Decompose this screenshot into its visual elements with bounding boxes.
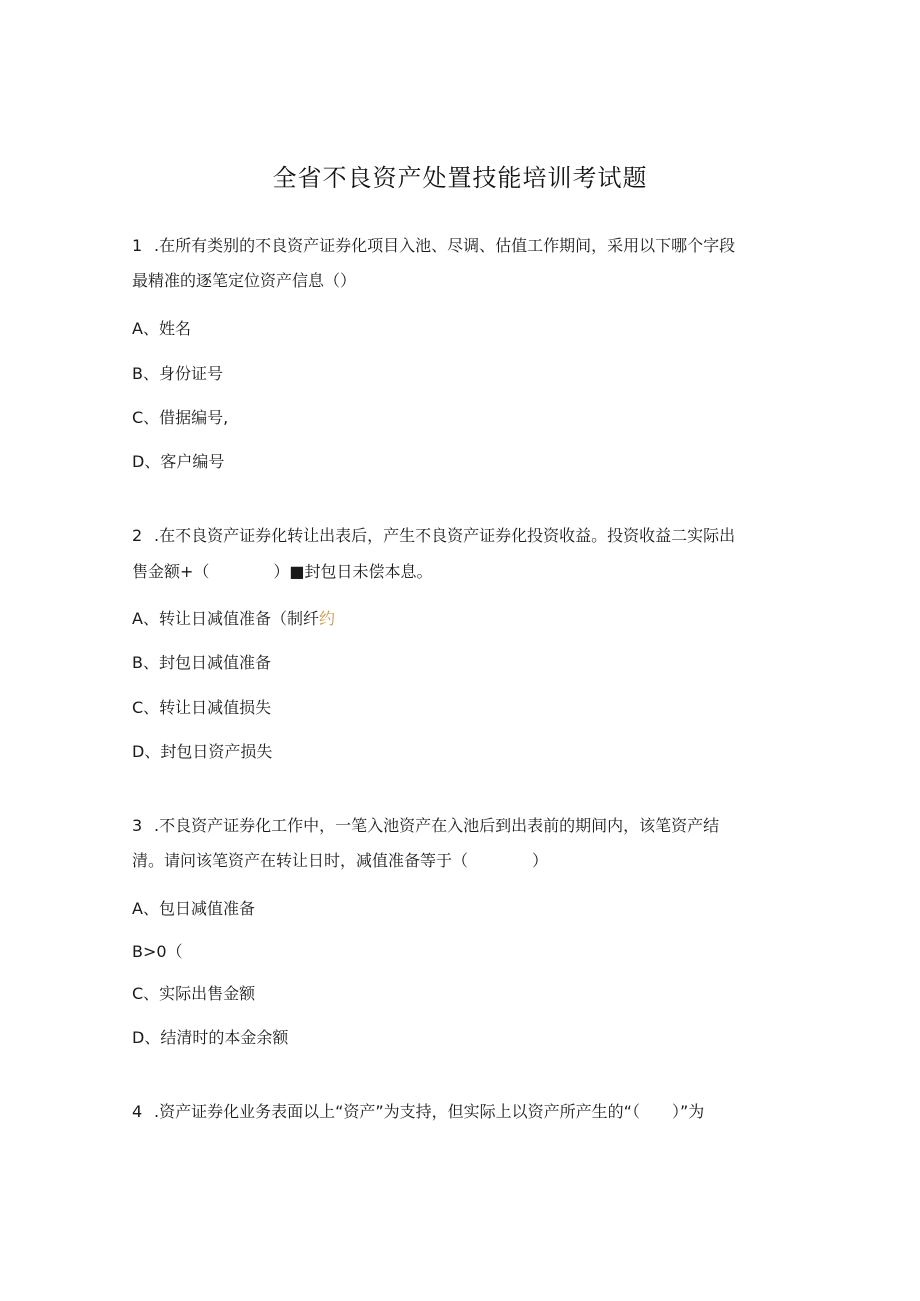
question-3-option-c: C、实际出售金额 xyxy=(132,984,256,1003)
option-text: A、转让日减值准备（制纤 xyxy=(132,609,319,628)
question-3-option-b: B>0（ xyxy=(132,942,183,961)
question-1-option-a: A、姓名 xyxy=(132,319,191,338)
question-3-option-d: D、结清时的本金余额 xyxy=(132,1028,289,1047)
question-1-line-2: 最精准的逐笔定位资产信息（） xyxy=(132,271,357,290)
question-stem: .资产证券化业务表面以上“资产”为支持，但实际上以资产所产生的“（ ）”为 xyxy=(154,1102,705,1121)
question-1-line-1 xyxy=(132,234,735,258)
question-number: 1 xyxy=(132,236,143,255)
question-1-option-d: D、客户编号 xyxy=(132,452,225,471)
option-accent-text: 约 xyxy=(318,609,335,628)
question-2-option-c: C、转让日减值损失 xyxy=(132,698,272,717)
question-stem: .在所有类别的不良资产证券化项目入池、尽调、估值工作期间，采用以下哪个字段 xyxy=(154,236,736,255)
question-1-option-b: B、身份证号 xyxy=(132,364,223,383)
question-stem: .在不良资产证券化转让出表后，产生不良资产证券化投资收益。投资收益二实际出 xyxy=(154,526,736,545)
question-2-option-d: D、封包日资产损失 xyxy=(132,742,273,761)
question-number: 2 xyxy=(132,526,143,545)
question-2-option-b: B、封包日减值准备 xyxy=(132,653,271,672)
question-2-line-1 xyxy=(132,524,735,548)
question-1-option-c: C、借据编号, xyxy=(132,408,229,427)
question-2-line-2: 售金额+（ ）■封包日未偿本息。 xyxy=(132,562,433,581)
page-title: 全省不良资产处置技能培训考试题 xyxy=(272,164,648,192)
question-number: 3 xyxy=(132,816,143,835)
question-3-option-a: A、包日减值准备 xyxy=(132,899,255,918)
question-4-line-1 xyxy=(132,1100,704,1124)
question-number: 4 xyxy=(132,1102,143,1121)
question-3-line-2: 清。请问该笔资产在转让日时，减值准备等于（ ） xyxy=(132,851,549,870)
question-stem: .不良资产证券化工作中，一笔入池资产在入池后到出表前的期间内，该笔资产结 xyxy=(154,816,720,835)
question-2-option-a xyxy=(132,607,335,631)
question-3-line-1 xyxy=(132,814,719,838)
